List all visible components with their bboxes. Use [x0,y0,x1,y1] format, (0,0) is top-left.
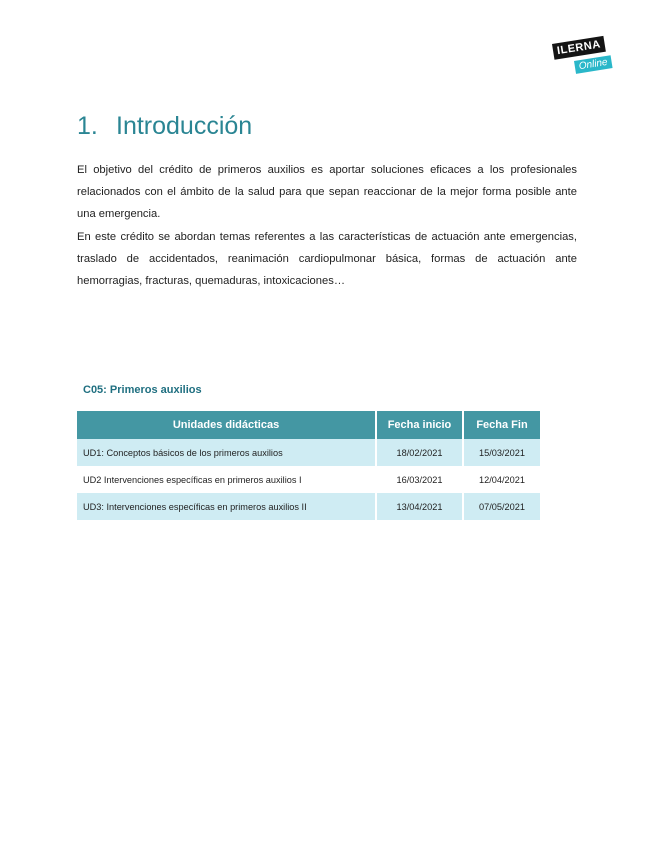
section-title: Introducción [116,112,253,140]
logo-top-text: ILERNA [552,36,606,60]
intro-paragraph-1: El objetivo del crédito de primeros auxilios es aportar soluciones eficaces a los profesionales relacionados con el ámbito de la salud para que sepan reaccionar de la mejor forma posible ante una emergencia. [77,164,577,221]
start-date: 16/03/2021 [376,466,463,493]
section-number: 1. [77,112,98,140]
header-start-date: Fecha inicio [376,411,463,439]
end-date: 15/03/2021 [463,439,540,466]
header-end-date: Fecha Fin [463,411,540,439]
logo-bottom-text: Online [574,55,612,74]
table-row [77,466,540,493]
table-caption: C05: Primeros auxilios [83,384,202,396]
intro-text [77,159,577,292]
unit-name: UD1: Conceptos básicos de los primeros auxilios [77,439,376,466]
header-units: Unidades didácticas [77,411,376,439]
table-header-row [77,411,540,439]
end-date: 07/05/2021 [463,493,540,520]
start-date: 13/04/2021 [376,493,463,520]
units-table [77,411,540,520]
table-row [77,493,540,520]
start-date: 18/02/2021 [376,439,463,466]
end-date: 12/04/2021 [463,466,540,493]
unit-name: UD3: Intervenciones específicas en primeros auxilios II [77,493,376,520]
intro-paragraph-2: En este crédito se abordan temas referentes a las características de actuación ante emergencias, traslado de accidentados, reanimación cardiopulmonar básica, formas de actuación ante hemorragias, fracturas, quemaduras, intoxicaciones… [77,230,577,288]
table-row [77,439,540,466]
ilerna-online-logo [552,38,624,84]
section-heading [77,112,252,141]
unit-name: UD2 Intervenciones específicas en primeros auxilios I [77,466,376,493]
